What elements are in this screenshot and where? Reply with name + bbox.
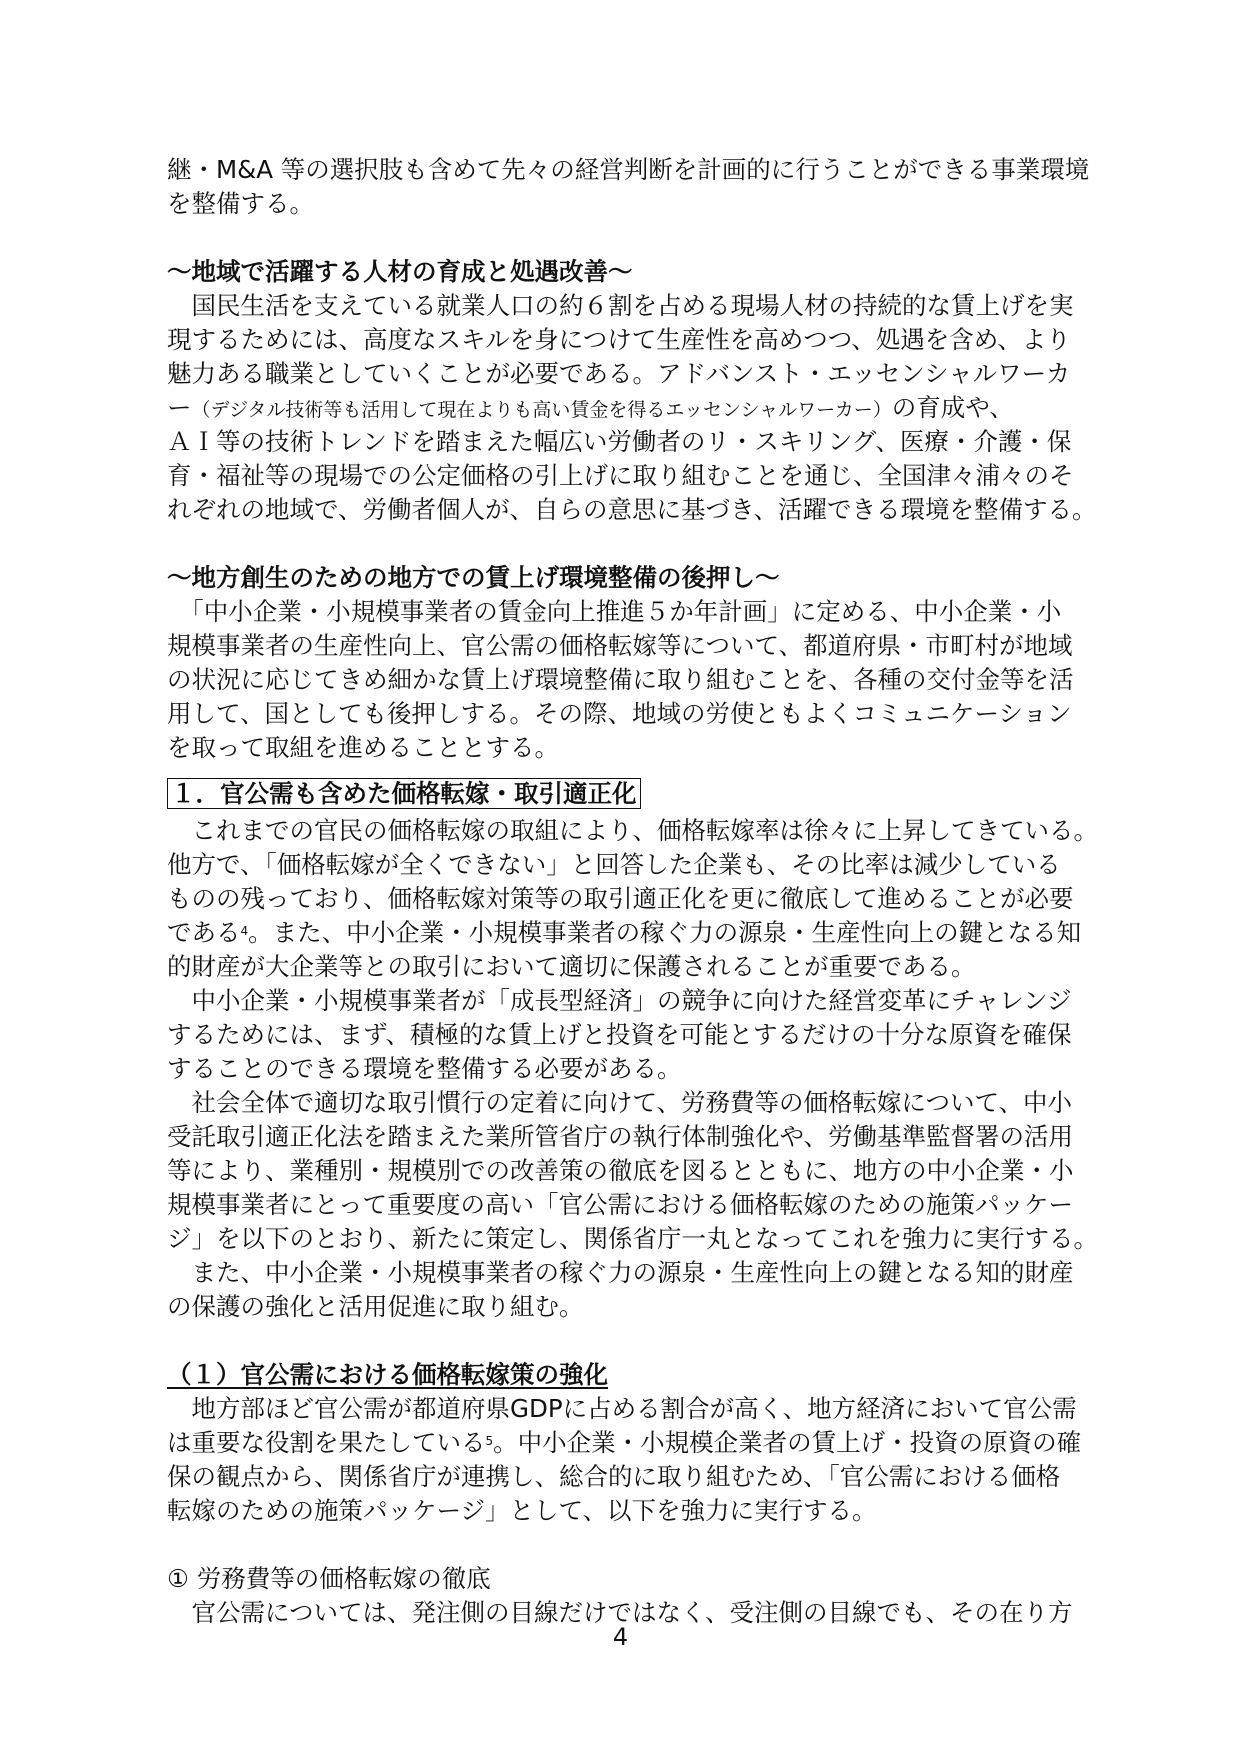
paragraph-line: を整備する。 — [167, 189, 314, 218]
paragraph-line: これまでの官民の価格転嫁の取組により、価格転嫁率は徐々に上昇してきている。 — [167, 816, 1098, 845]
paragraph-line: 保の観点から、関係省庁が連携し、総合的に取り組むため、「官公需における価格 — [167, 1462, 1061, 1491]
paragraph-line — [167, 391, 1014, 427]
paragraph-line: 的財産が大企業等との取引において適切に保護されることが重要である。 — [167, 952, 976, 981]
paragraph-line: 育・福祉等の現場での公定価格の引上げに取り組むことを通じ、全国津々浦々のそ — [167, 461, 1074, 490]
paragraph-line: するためには、まず、積極的な賃上げと投資を可能とするだけの十分な原資を確保 — [167, 1020, 1072, 1049]
paragraph-line: 規模事業者にとって重要度の高い「官公需における価格転嫁のための施策パッケー — [167, 1190, 1074, 1219]
text-run: である — [167, 918, 241, 947]
paragraph-line — [167, 916, 1081, 950]
paragraph-line: 国民生活を支えている就業人口の約６割を占める現場人材の持続的な賃上げを実 — [167, 291, 1074, 320]
paragraph-line: の保護の強化と活用促進に取り組む。 — [167, 1292, 584, 1321]
text-run: ー — [167, 393, 192, 422]
paragraph-line: 規模事業者の生産性向上、官公需の価格転嫁等について、都道府県・市町村が地域 — [167, 631, 1073, 660]
page-number: 4 — [612, 1623, 629, 1651]
text-run: は重要な役割を果たしている — [167, 1428, 486, 1457]
paragraph-line: 「中小企業・小規模事業者の賃金向上推進５か年計画」に定める、中小企業・小 — [167, 597, 1062, 626]
item-heading-1: ① 労務費等の価格転嫁の徹底 — [167, 1564, 491, 1593]
paragraph-line: れぞれの地域で、労働者個人が、自らの意思に基づき、活躍できる環境を整備する。 — [167, 495, 1097, 524]
subsection-heading-1: （１）官公需における価格転嫁策の強化 — [167, 1360, 608, 1389]
text-run: 。また、中小企業・小規模事業者の稼ぐ力の源泉・生産性向上の鍵となる知 — [248, 918, 1082, 947]
paragraph-line: を取って取組を進めることとする。 — [167, 733, 559, 762]
boxed-heading: １．官公需も含めた価格転嫁・取引適正化 — [167, 778, 641, 809]
paragraph-line: 官公需については、発注側の目線だけではなく、受注側の目線でも、その在り方 — [167, 1598, 1073, 1627]
paragraph-line: することのできる環境を整備する必要がある。 — [167, 1054, 682, 1083]
paragraph-line: ものの残っており、価格転嫁対策等の取引適正化を更に徹底して進めることが必要 — [167, 884, 1074, 913]
paragraph-line: の状況に応じてきめ細かな賃上げ環境整備に取り組むことを、各種の交付金等を活 — [167, 665, 1074, 694]
paragraph-line: また、中小企業・小規模事業者の稼ぐ力の源泉・生産性向上の鍵となる知的財産 — [167, 1258, 1074, 1287]
paragraph-line: 地方部ほど官公需が都道府県GDPに占める割合が高く、地方経済において官公需 — [167, 1394, 1077, 1423]
paragraph-line: 他方で、「価格転嫁が全くできない」と回答した企業も、その比率は減少している — [167, 850, 1061, 879]
section-heading-talent: ～地域で活躍する人材の育成と処遇改善～ — [167, 257, 633, 286]
paragraph-line: 現するためには、高度なスキルを身につけて生産性を高めつつ、処遇を含め、より — [167, 325, 1071, 354]
paragraph-line: 等により、業種別・規模別での改善策の徹底を図るとともに、地方の中小企業・小 — [167, 1156, 1074, 1185]
paragraph-line: 用して、国としても後押しする。その際、地域の労使ともよくコミュニケーション — [167, 699, 1072, 728]
definition-note: （デジタル技術等も活用して現在よりも高い賃金を得るエッセンシャルワーカー） — [191, 399, 892, 421]
paragraph-line: 継・M&A 等の選択肢も含めて先々の経営判断を計画的に行うことができる事業環境 — [167, 155, 1090, 184]
footnote-ref[interactable]: 5 — [485, 1434, 494, 1448]
text-run: の育成や、 — [891, 393, 1014, 422]
paragraph-line: 魅力ある職業としていくことが必要である。アドバンスト・エッセンシャルワーカ — [167, 359, 1071, 388]
paragraph-line — [167, 1426, 1081, 1460]
paragraph-line: ジ」を以下のとおり、新たに策定し、関係省庁一丸となってこれを強力に実行する。 — [167, 1224, 1098, 1253]
paragraph-line: 社会全体で適切な取引慣行の定着に向けて、労務費等の価格転嫁について、中小 — [167, 1088, 1073, 1117]
paragraph-line: 中小企業・小規模事業者が「成長型経済」の競争に向けた経営変革にチャレンジ — [167, 986, 1072, 1015]
paragraph-line: 転嫁のための施策パッケージ」として、以下を強力に実行する。 — [167, 1496, 877, 1525]
section-heading-1 — [167, 777, 641, 811]
footnote-ref[interactable]: 4 — [240, 924, 249, 938]
paragraph-line: ＡＩ等の技術トレンドを踏まえた幅広い労働者のリ・スキリング、医療・介護・保 — [167, 427, 1072, 456]
paragraph-line: 受託取引適正化法を踏まえた業所管省庁の執行体制強化や、労働基準監督署の活用 — [167, 1122, 1074, 1151]
text-run: 。中小企業・小規模企業者の賃上げ・投資の原資の確 — [493, 1428, 1082, 1457]
section-heading-regional: ～地方創生のための地方での賃上げ環境整備の後押し～ — [167, 563, 780, 592]
